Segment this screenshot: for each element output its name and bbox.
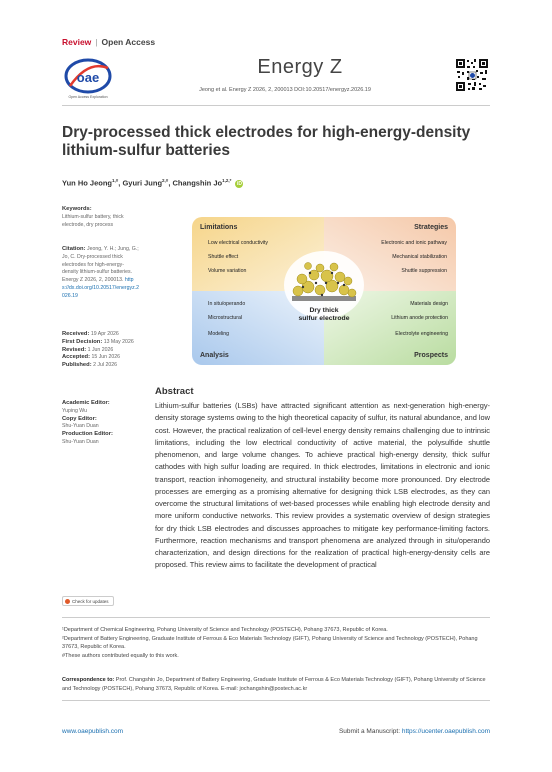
- prospect-item: Materials design: [410, 301, 448, 307]
- footer-divider: [62, 700, 490, 701]
- website-link[interactable]: www.oaepublish.com: [62, 728, 124, 735]
- check-updates-label: Check for updates: [72, 599, 109, 604]
- graphical-abstract: [192, 217, 456, 365]
- citation-text: Jeong, Y. H.; Jung, G.; Jo, C. Dry-processed thick electrodes for high-energy-density lithium-sulfur batteries. Energy Z 2026, 2, 200013.: [62, 246, 139, 284]
- check-for-updates-button[interactable]: [62, 596, 114, 606]
- analysis-item: Modeling: [208, 331, 230, 337]
- first-decision-date: 13 May 2026: [103, 338, 134, 345]
- keywords-text: Lithium-sulfur battery, thick electrode, dry process: [62, 213, 124, 228]
- center-label-2: sulfur electrode: [298, 315, 350, 322]
- editors-block: [62, 400, 140, 447]
- open-access-label: Open Access: [101, 37, 156, 47]
- orcid-icon[interactable]: iD: [236, 180, 242, 187]
- copy-editor-name: Shu-Yuan Duan: [62, 423, 99, 430]
- first-decision-label: First Decision:: [62, 338, 103, 345]
- limitations-heading: Limitations: [200, 224, 238, 231]
- prospect-item: Electrolyte engineering: [395, 331, 448, 337]
- qr-code-icon[interactable]: [455, 58, 489, 92]
- limitation-item: Low electrical conductivity: [208, 240, 268, 246]
- submit-label: Submit a Manuscript:: [338, 728, 402, 735]
- accepted-date: 15 Jun 2026: [91, 354, 121, 361]
- affiliation-1: ¹Department of Chemical Engineering, Pohang University of Science and Technology (POSTECH), Pohang 37673, Republic of Korea.: [62, 627, 388, 633]
- author-2-sup: 2,#: [162, 178, 169, 183]
- copy-editor-label: Copy Editor:: [62, 415, 97, 422]
- author-3[interactable]: , Changshin Jo: [168, 178, 223, 188]
- equal-contribution-note: #These authors contributed equally to this work.: [62, 652, 179, 659]
- academic-editor-label: Academic Editor:: [62, 400, 110, 406]
- prospects-heading: Prospects: [414, 352, 448, 359]
- abstract-text: Lithium-sulfur batteries (LSBs) have attracted significant attention as next-generation high-energy-density storage systems owing to the high theoretical capacity of sulfur, its natural abundance, and low cost. However, the practical realization of cell-level energy density remains challenging due to intrinsic limitations, including the low electrical conductivity of active material, the polysulfide shuttle phenomenon, and large volume changes. To achieve practical high-energy density, thick sulfur cathodes with high sulfur loading are required. In thick electrodes, limitations in electronic and ionic transport, reaction inhomogeneity, and structural instability become more pronounced. Dry electrode processes are emerging as a promising alternative for designing thick LSB electrodes, as they can overcome the structural limitations of wet-based processes while enabling high electrode density and more uniform conductive networks. This review provides a systematic overview of design strategies for dry thick LSB electrodes and discusses approaches to mitigate key performance-limiting factors. Furthermore, reaction mechanisms and transport phenomena are analyzed through in situ/operando characterization, and design directions for the realization of practical high-energy-density cells are proposed. This review aims to facilitate the development of practical: [155, 401, 490, 570]
- article-type-label: [62, 37, 155, 47]
- strategy-item: Shuttle suppression: [401, 268, 447, 274]
- strategies-heading: Strategies: [414, 224, 448, 231]
- logo-subtitle: Open Access Exploration: [68, 95, 108, 99]
- analysis-item: In situ/operando: [208, 301, 246, 307]
- revised-date: 1 Jun 2026: [87, 346, 114, 353]
- correspondence-text: Prof. Changshin Jo, Department of Battery Engineering, Graduate Institute of Ferrous & Eco Materials Technology (GIFT), Pohang University of Science and Technology (POSTECH), Pohang 37673, Republic of Korea. E-mail: jochangshin@postech.ac.kr: [62, 677, 486, 692]
- received-label: Received:: [62, 331, 90, 337]
- publisher-logo: [62, 56, 114, 100]
- keywords-label: Keywords:: [62, 206, 92, 212]
- submit-manuscript: [312, 728, 490, 735]
- published-date: 2 Jul 2026: [93, 362, 118, 369]
- strategy-item: Mechanical stabilization: [392, 254, 447, 260]
- citation-label: Citation:: [62, 246, 86, 252]
- author-list: [62, 178, 243, 188]
- separator: |: [95, 37, 98, 47]
- strategy-item: Electronic and ionic pathway: [381, 240, 447, 246]
- prospect-item: Lithium anode protection: [391, 315, 448, 321]
- submit-link[interactable]: https://ucenter.oaepublish.com: [401, 728, 490, 735]
- citation-link[interactable]: https://dx.doi.org/10.20517/energyz.2026.19: [62, 277, 139, 299]
- abstract-heading: Abstract: [155, 386, 194, 397]
- journal-name: Energy Z: [257, 56, 343, 78]
- received-date: 19 Apr 2026: [90, 331, 119, 337]
- revised-label: Revised:: [62, 346, 87, 353]
- logo-text: oae: [76, 70, 100, 85]
- production-editor-label: Production Editor:: [62, 431, 113, 438]
- review-label: Review: [62, 37, 92, 47]
- published-label: Published:: [62, 362, 92, 369]
- production-editor-name: Shu-Yuan Duan: [62, 438, 99, 445]
- check-updates-icon: [65, 599, 70, 604]
- analysis-item: Microstructural: [208, 315, 243, 321]
- correspondence-label: Correspondence to:: [62, 677, 115, 683]
- affiliations: [62, 626, 492, 660]
- center-label-1: Dry thick: [309, 307, 339, 314]
- affiliation-2: ²Department of Battery Engineering, Graduate Institute of Ferrous & Eco Materials Technology (GIFT), Pohang University of Science and Technology (POSTECH), Pohang 37673, Republic of Korea.: [62, 635, 478, 650]
- limitation-item: Volume variation: [208, 268, 247, 274]
- citation-line: Jeong et al. Energy Z 2026, 2, 200013 DOI:10.20517/energyz.2026.19: [199, 87, 371, 93]
- academic-editor-name: Yuping Wu: [62, 407, 87, 414]
- analysis-heading: Analysis: [200, 352, 229, 359]
- keywords-block: [62, 206, 140, 229]
- header-divider: [62, 105, 490, 106]
- author-2[interactable]: , Gyuri Jung: [118, 178, 163, 188]
- citation-block: [62, 246, 140, 301]
- accepted-label: Accepted:: [62, 354, 91, 361]
- author-3-sup: 1,2,*: [222, 178, 232, 183]
- correspondence: [62, 676, 492, 693]
- affiliation-divider: [62, 617, 490, 618]
- article-title: Dry-processed thick electrodes for high-energy-density lithium-sulfur batteries: [62, 124, 471, 159]
- author-1-sup: 1,#: [112, 178, 119, 183]
- limitation-item: Shuttle effect: [208, 254, 239, 260]
- dates-block: [62, 331, 140, 370]
- author-1[interactable]: Yun Ho Jeong: [62, 178, 113, 188]
